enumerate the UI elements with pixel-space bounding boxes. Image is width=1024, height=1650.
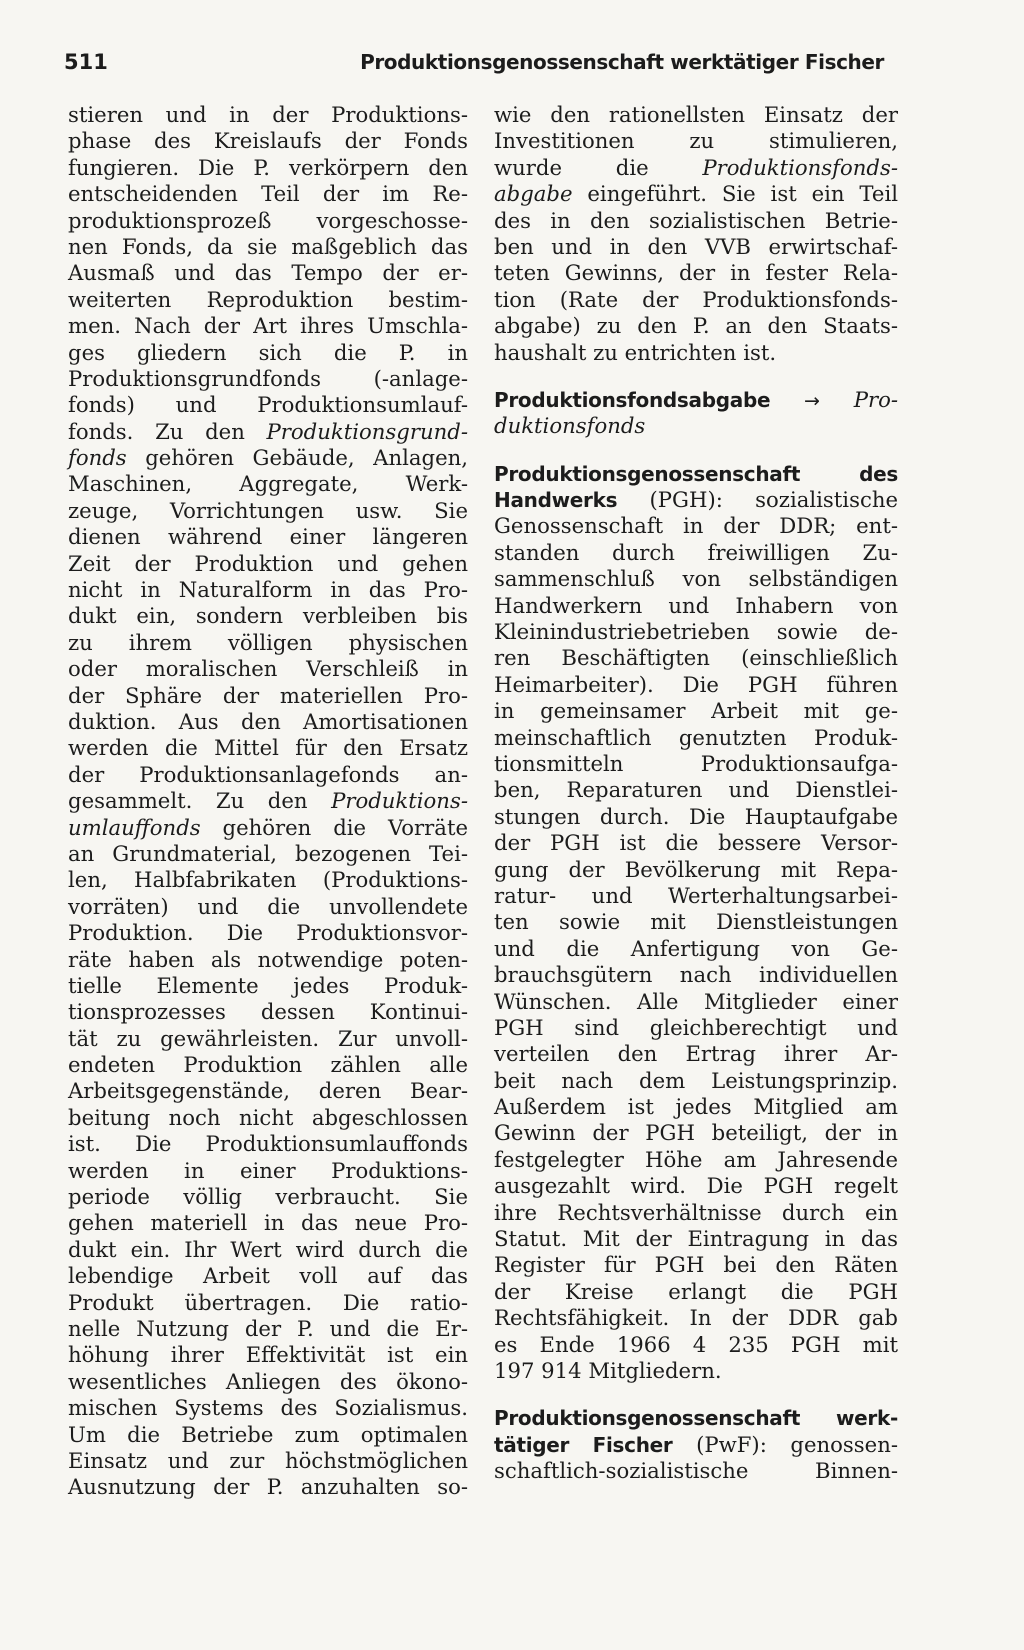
entry-keyword: Produktionsgenossenschaft — [494, 461, 801, 486]
text-line: oder moralischen Verschleiß in — [68, 656, 468, 682]
text-line: zu ihrem völligen physischen — [68, 629, 468, 655]
text-line: haushalt zu entrichten ist. — [494, 339, 777, 365]
text-line: tielle Elemente jedes Produk- — [68, 972, 468, 998]
entry-keyword: des — [859, 461, 898, 486]
text-line: der Produktionsanlagefonds an- — [68, 761, 468, 787]
text-line: ben und in den VVB erwirtschaf- — [494, 233, 898, 259]
text-line: Genossenschaft in der DDR; ent- — [494, 513, 898, 539]
italic-term: Produktionsgrund- — [266, 418, 468, 444]
text-line: Um die Betriebe zum optimalen — [68, 1421, 468, 1447]
text-line: Produkt übertragen. Die ratio- — [68, 1289, 468, 1315]
text-line: räte haben als notwendige poten- — [68, 946, 468, 972]
text-line — [494, 1432, 898, 1458]
text-line: schaftlich-sozialistische Binnen- — [494, 1458, 898, 1484]
text-line: beitung noch nicht abgeschlossen — [68, 1104, 468, 1130]
text-line: dienen während einer längeren — [68, 524, 468, 550]
text-line: der PGH ist die bessere Versor- — [494, 830, 898, 856]
text-line: dukt ein, sondern verbleiben bis — [68, 603, 468, 629]
entry-keyword: tätiger Fischer — [494, 1432, 673, 1457]
text-line — [68, 815, 468, 841]
text-line: sammenschluß von selbständigen — [494, 566, 898, 592]
page-number: 511 — [64, 50, 108, 74]
text-line: nicht in Naturalform in das Pro- — [68, 577, 468, 603]
text-line: produktionsprozeß vorgeschosse- — [68, 207, 468, 233]
text-line: tionsmitteln Produktionsaufga- — [494, 750, 898, 776]
text-line: ausgezahlt wird. Die PGH regelt — [494, 1173, 898, 1199]
text-line: 197 914 Mitgliedern. — [494, 1357, 722, 1383]
text-line: Außerdem ist jedes Mitglied am — [494, 1094, 898, 1120]
text-line: Produktionsgrundfonds (-anlage- — [68, 365, 468, 391]
text-line: Investitionen zu stimulieren, — [494, 128, 898, 154]
text-line: werden die Mittel für den Ersatz — [68, 735, 468, 761]
text-line: vorräten) und die unvollendete — [68, 893, 468, 919]
text-line: und die Anfertigung von Ge- — [494, 935, 898, 961]
text-line — [494, 461, 898, 487]
page-header — [64, 48, 884, 82]
text-line: gehen materiell in das neue Pro- — [68, 1210, 468, 1236]
text-line: tät zu gewährleisten. Zur unvoll- — [68, 1025, 468, 1051]
text-line: len, Halbfabrikaten (Produktions- — [68, 867, 468, 893]
text-line: phase des Kreislaufs der Fonds — [68, 128, 468, 154]
text-line: zeuge, Vorrichtungen usw. Sie — [68, 497, 468, 523]
text-line: ren Beschäftigten (einschließlich — [494, 645, 898, 671]
text-line: Zeit der Produktion und gehen — [68, 550, 468, 576]
text-line: Heimarbeiter). Die PGH führen — [494, 671, 898, 697]
cross-reference: duktionsfonds — [494, 413, 646, 439]
text-line: men. Nach der Art ihres Umschla- — [68, 313, 468, 339]
entry-produktionsfondsabgabe — [494, 387, 898, 440]
left-column — [68, 102, 468, 1501]
text-line: höhung ihrer Effektivität ist ein — [68, 1342, 468, 1368]
text-line: Statut. Mit der Eintragung in das — [494, 1226, 898, 1252]
text-line: Handwerkern und Inhabern von — [494, 592, 898, 618]
text-line — [68, 788, 468, 814]
text-line: lebendige Arbeit voll auf das — [68, 1263, 468, 1289]
text-run: gesammelt. Zu den — [68, 788, 332, 814]
text-line: der Sphäre der materiellen Pro- — [68, 682, 468, 708]
text-line — [494, 413, 898, 439]
text-line: ratur- und Werterhaltungsarbei- — [494, 882, 898, 908]
text-run: (PwF): genossen- — [672, 1431, 899, 1457]
text-line: nelle Nutzung der P. und die Er- — [68, 1315, 468, 1341]
entry-continuation — [494, 102, 898, 366]
text-line: Arbeitsgegenstände, deren Bear- — [68, 1078, 468, 1104]
text-line: werden in einer Produktions- — [68, 1157, 468, 1183]
text-line: tion (Rate der Produktionsfonds- — [494, 286, 898, 312]
text-line: verteilen den Ertrag ihrer Ar- — [494, 1041, 898, 1067]
text-line: entscheidenden Teil der im Re- — [68, 181, 468, 207]
text-run: gehören Gebäude, Anlagen, — [126, 445, 468, 471]
right-column — [494, 102, 898, 1485]
text-line: Ausnutzung der P. anzuhalten so- — [68, 1474, 468, 1500]
text-line: in gemeinsamer Arbeit mit ge- — [494, 698, 898, 724]
text-line: standen durch freiwilligen Zu- — [494, 539, 898, 565]
text-line: dukt ein. Ihr Wert wird durch die — [68, 1236, 468, 1262]
text-line: fonds) und Produktionsumlauf- — [68, 392, 468, 418]
text-line: stieren und in der Produktions- — [68, 102, 468, 127]
text-line: der Kreise erlangt die PGH — [494, 1278, 898, 1304]
text-line: Maschinen, Aggregate, Werk- — [68, 471, 468, 497]
text-line: periode völlig verbraucht. Sie — [68, 1184, 468, 1210]
italic-term: Produktionsfonds- — [702, 154, 898, 180]
text-line: Wünschen. Alle Mitglieder einer — [494, 988, 898, 1014]
text-line: wesentliches Anliegen des ökono- — [68, 1368, 468, 1394]
text-line: des in den sozialistischen Betrie- — [494, 207, 898, 233]
text-line: ges gliedern sich die P. in — [68, 339, 468, 365]
text-line: brauchsgütern nach individuellen — [494, 962, 898, 988]
text-line — [494, 387, 898, 413]
text-line — [494, 487, 898, 513]
text-line: gung der Bevölkerung mit Repa- — [494, 856, 898, 882]
text-line: Kleinindustriebetrieben sowie de- — [494, 619, 898, 645]
text-line: wie den rationellsten Einsatz der — [494, 102, 898, 127]
italic-term: Produktions- — [331, 788, 468, 814]
text-line: Einsatz und zur höchstmöglichen — [68, 1447, 468, 1473]
text-line: mischen Systems des Sozialismus. — [68, 1395, 468, 1421]
text-line — [68, 419, 468, 445]
italic-term: fonds — [68, 445, 127, 471]
text-line — [494, 181, 898, 207]
text-line — [494, 155, 898, 181]
text-line: Produktion. Die Produktionsvor- — [68, 920, 468, 946]
text-line: ten sowie mit Dienstleistungen — [494, 909, 898, 935]
text-line: ihre Rechtsverhältnisse durch ein — [494, 1199, 898, 1225]
italic-term: umlauffonds — [68, 814, 201, 840]
text-line: PGH sind gleichberechtigt und — [494, 1014, 898, 1040]
text-line: weiterten Reproduktion bestim- — [68, 286, 468, 312]
entry-keyword: Produktionsfondsabgabe — [494, 387, 771, 412]
entry-pgh — [494, 461, 898, 1385]
text-line: ist. Die Produktionsumlauffonds — [68, 1131, 468, 1157]
text-line — [68, 445, 468, 471]
text-line: ben, Reparaturen und Dienstlei- — [494, 777, 898, 803]
text-line: stungen durch. Die Hauptaufgabe — [494, 803, 898, 829]
text-line — [494, 1405, 898, 1431]
text-line: es Ende 1966 4 235 PGH mit — [494, 1331, 898, 1357]
text-line: Register für PGH bei den Räten — [494, 1252, 898, 1278]
text-run: gehören die Vorräte — [200, 814, 468, 840]
text-line: beit nach dem Leistungsprinzip. — [494, 1067, 898, 1093]
entry-keyword: Produktionsgenossenschaft werk- — [494, 1406, 898, 1431]
italic-term: abgabe — [494, 181, 573, 207]
text-line: Gewinn der PGH beteiligt, der in — [494, 1120, 898, 1146]
text-run: eingeführt. Sie ist ein Teil — [572, 181, 898, 207]
text-line: teten Gewinns, der in fester Rela- — [494, 260, 898, 286]
text-line: fungieren. Die P. verkörpern den — [68, 154, 468, 180]
entry-keyword: Handwerks — [494, 488, 618, 513]
text-run: wurde die — [494, 154, 703, 180]
text-line: meinschaftlich genutzten Produk- — [494, 724, 898, 750]
text-line: Rechtsfähigkeit. In der DDR gab — [494, 1305, 898, 1331]
cross-reference: Pro- — [853, 386, 898, 412]
text-line: Ausmaß und das Tempo der er- — [68, 260, 468, 286]
text-line: festgelegter Höhe am Jahresende — [494, 1146, 898, 1172]
text-line: endeten Produktion zählen alle — [68, 1052, 468, 1078]
cross-reference-arrow-icon: → — [804, 389, 820, 412]
text-line: tionsprozesses dessen Kontinui- — [68, 999, 468, 1025]
text-line: duktion. Aus den Amortisationen — [68, 708, 468, 734]
text-line: abgabe) zu den P. an den Staats- — [494, 313, 898, 339]
running-head: Produktionsgenossenschaft werktätiger Fischer — [360, 50, 884, 74]
text-line: nen Fonds, da sie maßgeblich das — [68, 233, 468, 259]
text-line: an Grundmaterial, bezogenen Tei- — [68, 840, 468, 866]
text-run: fonds. Zu den — [68, 418, 267, 444]
text-run: (PGH): sozialistische — [617, 487, 898, 513]
entry-pwf — [494, 1405, 898, 1484]
